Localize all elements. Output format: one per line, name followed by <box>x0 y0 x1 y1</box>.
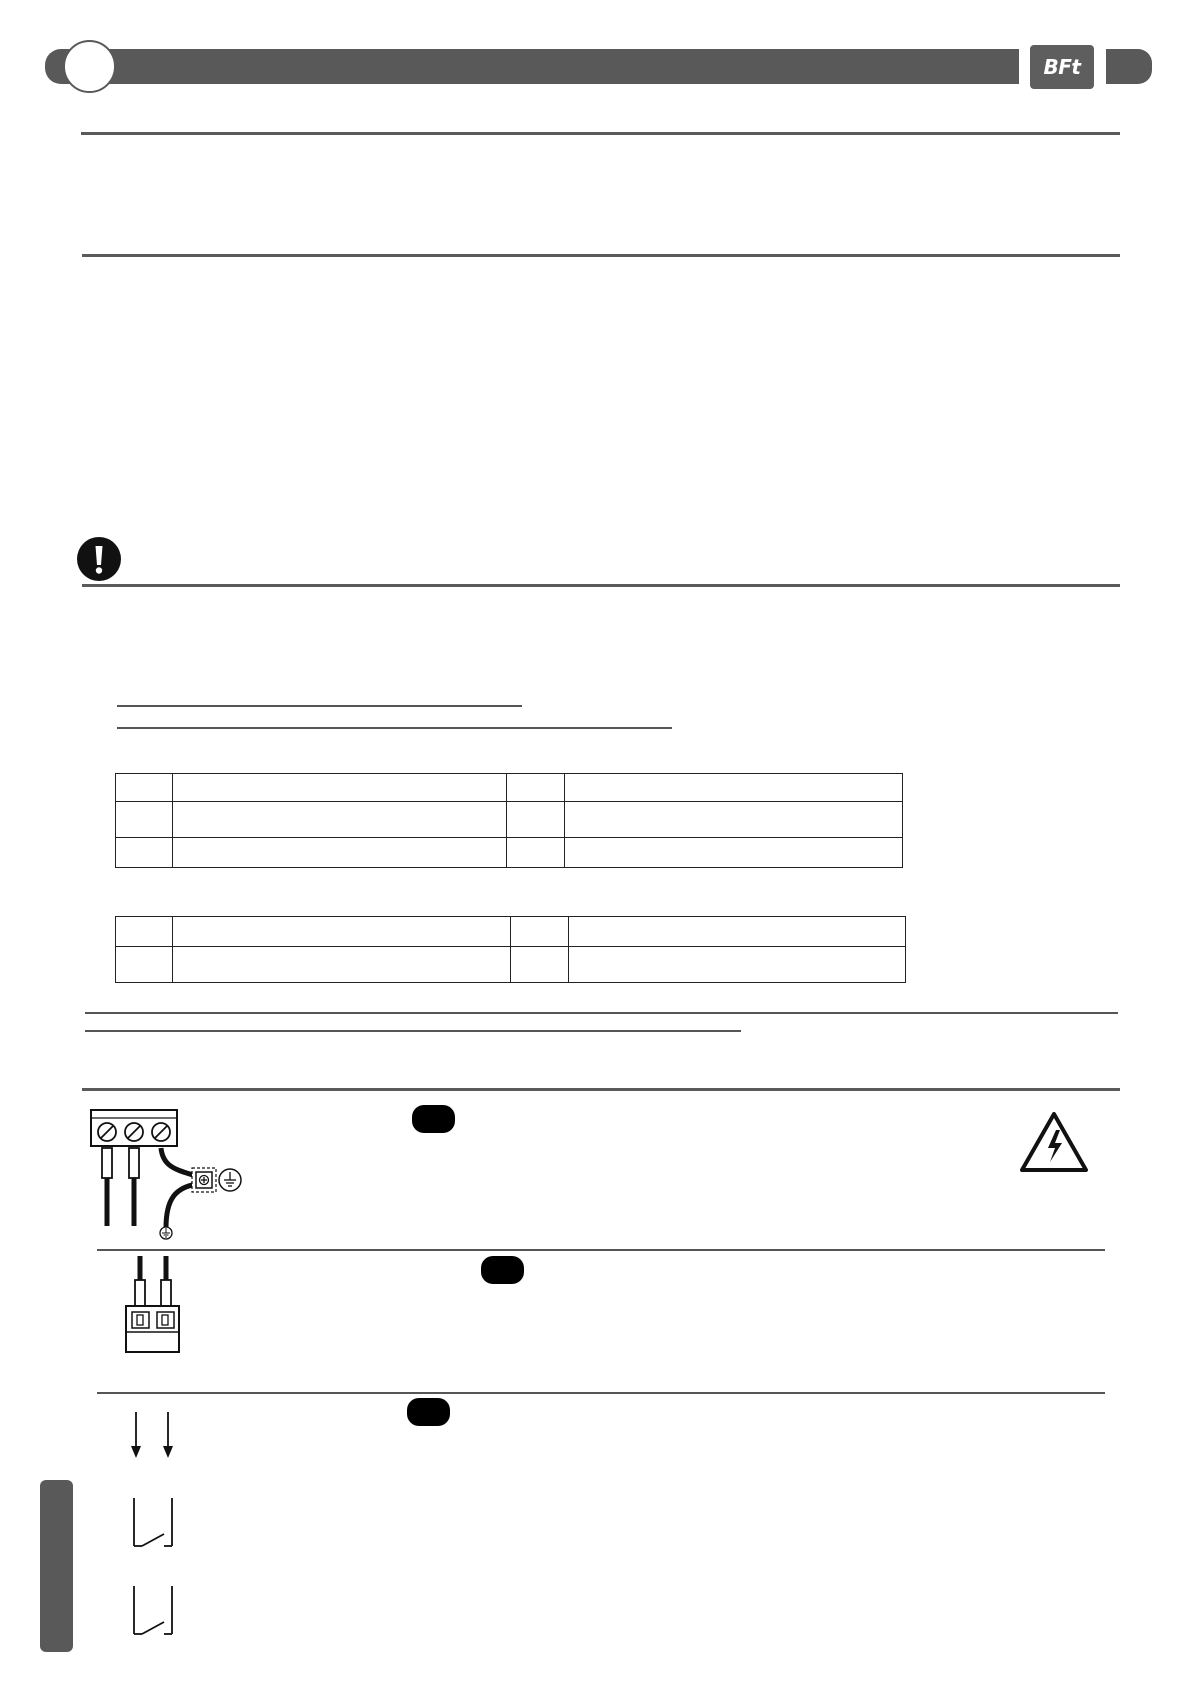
terminal-label-pill-1 <box>412 1105 455 1133</box>
exclamation-icon <box>77 537 121 581</box>
underline-2 <box>117 727 672 729</box>
table-cell <box>173 838 507 868</box>
row-divider-2 <box>97 1392 1105 1394</box>
table-cell <box>173 802 507 838</box>
terminal-label-pill-2 <box>481 1256 524 1284</box>
table-cell <box>116 838 173 868</box>
side-tab <box>40 1480 73 1652</box>
table-cell <box>116 917 173 947</box>
spec-table-1 <box>115 773 903 868</box>
table-cell <box>507 802 565 838</box>
row-divider-1 <box>97 1249 1105 1251</box>
table-cell <box>565 838 903 868</box>
table-cell <box>116 947 173 983</box>
table-cell <box>116 802 173 838</box>
table-cell <box>507 838 565 868</box>
brand-logo-text: BFt <box>1043 55 1081 79</box>
power-terminal-diagram <box>88 1108 268 1248</box>
table-cell <box>569 917 906 947</box>
table-cell <box>511 947 569 983</box>
electric-shock-warning-icon <box>1018 1110 1090 1174</box>
table-cell <box>565 802 903 838</box>
table-cell <box>173 917 511 947</box>
header-bar <box>45 49 1019 84</box>
table-cell <box>565 774 903 802</box>
table-cell <box>507 774 565 802</box>
spec-table-2 <box>115 916 906 983</box>
two-pin-connector-diagram <box>120 1256 190 1366</box>
input-contacts-diagram <box>120 1410 190 1650</box>
table-cell <box>569 947 906 983</box>
note-rule-2 <box>85 1030 741 1032</box>
page-number-circle <box>63 40 116 93</box>
section-rule-1 <box>81 132 1120 135</box>
underline-1 <box>117 705 522 707</box>
terminal-label-pill-3 <box>407 1398 450 1426</box>
table-cell <box>511 917 569 947</box>
table-cell <box>173 947 511 983</box>
table-cell <box>173 774 507 802</box>
section-rule-4 <box>82 1088 1120 1091</box>
header-bar-end <box>1106 49 1152 84</box>
section-rule-3 <box>82 584 1120 587</box>
section-rule-2 <box>82 254 1120 257</box>
note-rule-1 <box>85 1012 1118 1014</box>
table-cell <box>116 774 173 802</box>
